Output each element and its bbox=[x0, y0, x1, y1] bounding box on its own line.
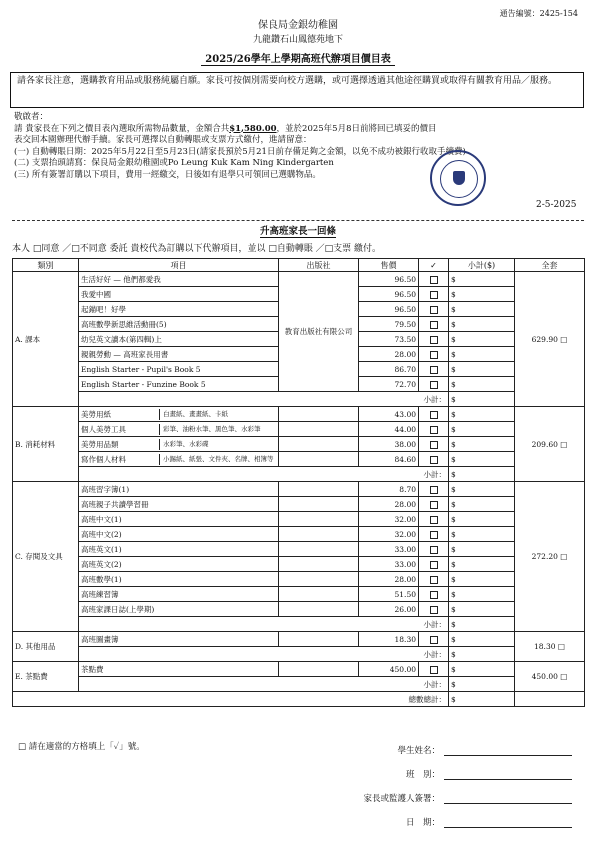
item-name: 高班圖畫簿 bbox=[79, 632, 279, 647]
item-name: 我愛中國 bbox=[79, 287, 279, 302]
letter-item-1: (一) 自動轉賬日期：2025年5月22日至5月23日(請家長預於5月21日前存備足夠之金額，以免不成功被銀行收取手續費) bbox=[14, 146, 466, 157]
issue-date: 2-5-2025 bbox=[536, 200, 577, 210]
check-cell bbox=[419, 572, 449, 587]
item-checkbox[interactable] bbox=[430, 666, 438, 674]
full-set-cell[interactable]: 18.30 □ bbox=[515, 632, 585, 662]
item-checkbox[interactable] bbox=[430, 381, 438, 389]
full-set-cell[interactable]: 209.60 □ bbox=[515, 407, 585, 482]
price-cell: 38.00 bbox=[359, 437, 419, 452]
check-cell bbox=[419, 332, 449, 347]
full-set-cell[interactable]: 450.00 □ bbox=[515, 662, 585, 692]
date-field[interactable] bbox=[444, 817, 572, 828]
publisher-cell bbox=[279, 482, 359, 497]
publisher-cell bbox=[279, 422, 359, 437]
item-name: 幼兒英文讀本(第四輯)上 bbox=[79, 332, 279, 347]
class-field[interactable] bbox=[444, 769, 572, 780]
item-checkbox[interactable] bbox=[430, 486, 438, 494]
check-cell bbox=[419, 542, 449, 557]
subtotal-label: 小計： bbox=[79, 392, 449, 407]
item-name: 高班習字簿(1) bbox=[79, 482, 279, 497]
table-row bbox=[13, 452, 585, 467]
subtotal-value[interactable]: $ bbox=[449, 392, 515, 407]
table-row bbox=[13, 437, 585, 452]
letter-line-2: 表交回本園辦理代辦手續。家長可選擇以自動轉賬或支票方式繳付，進請留意： bbox=[14, 135, 312, 145]
subtotal-cell[interactable]: $ bbox=[449, 377, 515, 392]
price-cell: 84.60 bbox=[359, 452, 419, 467]
item-checkbox[interactable] bbox=[430, 426, 438, 434]
grand-total-blank bbox=[515, 692, 585, 707]
check-cell bbox=[419, 632, 449, 647]
item-name: 茶點費 bbox=[79, 662, 279, 677]
table-row bbox=[13, 407, 585, 422]
check-cell bbox=[419, 437, 449, 452]
price-cell: 32.00 bbox=[359, 512, 419, 527]
subtotal-cell[interactable]: $ bbox=[449, 437, 515, 452]
check-cell bbox=[419, 557, 449, 572]
school-name: 保良局金銀幼稚園 bbox=[258, 20, 338, 31]
price-cell: 8.70 bbox=[359, 482, 419, 497]
publisher-cell: 教育出版社有限公司 bbox=[279, 272, 359, 392]
letter-body bbox=[14, 112, 574, 181]
item-checkbox[interactable] bbox=[430, 321, 438, 329]
table-row bbox=[13, 542, 585, 557]
table-row bbox=[13, 662, 585, 677]
price-cell: 86.70 bbox=[359, 362, 419, 377]
subtotal-cell[interactable]: $ bbox=[449, 272, 515, 287]
date-row bbox=[360, 816, 580, 828]
letter-item-3: (三) 所有簽署訂購以下項目，費用一經繳交，日後如有退學只可領回已選購物品。 bbox=[14, 169, 321, 180]
category-cell: A. 課本 bbox=[13, 272, 79, 407]
table-row bbox=[13, 512, 585, 527]
check-cell bbox=[419, 362, 449, 377]
parent-signature-label: 家長或監護人簽署： bbox=[363, 794, 440, 804]
subtotal-cell[interactable]: $ bbox=[449, 632, 515, 647]
check-cell bbox=[419, 452, 449, 467]
item-name-text: 寫作個人材料 bbox=[81, 454, 160, 465]
check-cell bbox=[419, 497, 449, 512]
table-row bbox=[13, 497, 585, 512]
table-row bbox=[13, 422, 585, 437]
price-cell: 44.00 bbox=[359, 422, 419, 437]
table-row bbox=[13, 572, 585, 587]
item-name: 高班英文(1) bbox=[79, 542, 279, 557]
check-cell bbox=[419, 587, 449, 602]
subtotal-cell[interactable]: $ bbox=[449, 362, 515, 377]
school-address: 九龍鑽石山鳳德苑地下 bbox=[252, 35, 343, 45]
item-name: 起錨吧！好學 bbox=[79, 302, 279, 317]
check-cell bbox=[419, 527, 449, 542]
header-category: 類別 bbox=[13, 259, 79, 272]
subtotal-row bbox=[13, 617, 585, 632]
subtotal-cell[interactable]: $ bbox=[449, 572, 515, 587]
item-detail: 小錫紙、紙張、文件夾、名牌、相簿等 bbox=[163, 454, 274, 463]
subtotal-cell[interactable]: $ bbox=[449, 662, 515, 677]
cut-line bbox=[12, 220, 584, 221]
subtotal-label: 小計： bbox=[79, 467, 449, 482]
parent-signature-row bbox=[360, 792, 580, 804]
publisher-cell bbox=[279, 587, 359, 602]
category-cell: C. 存閱及文具 bbox=[13, 482, 79, 632]
date-label: 日 期： bbox=[405, 818, 440, 828]
subtotal-cell[interactable]: $ bbox=[449, 287, 515, 302]
check-cell bbox=[419, 347, 449, 362]
check-cell bbox=[419, 407, 449, 422]
check-cell bbox=[419, 422, 449, 437]
table-row bbox=[13, 272, 585, 287]
check-cell bbox=[419, 512, 449, 527]
item-checkbox[interactable] bbox=[430, 531, 438, 539]
price-cell: 450.00 bbox=[359, 662, 419, 677]
item-checkbox[interactable] bbox=[430, 456, 438, 464]
price-cell: 33.00 bbox=[359, 542, 419, 557]
publisher-cell bbox=[279, 632, 359, 647]
category-cell: E. 茶點費 bbox=[13, 662, 79, 692]
header-subtotal: 小計($) bbox=[449, 259, 515, 272]
item-checkbox[interactable] bbox=[430, 561, 438, 569]
item-checkbox[interactable] bbox=[430, 411, 438, 419]
check-cell bbox=[419, 377, 449, 392]
notice-number: 通告編號：2425-154 bbox=[499, 9, 578, 18]
item-name: 高班數學(1) bbox=[79, 572, 279, 587]
item-name bbox=[79, 437, 279, 452]
footnote: □ 請在適當的方格填上「✓」號。 bbox=[18, 742, 145, 752]
item-detail: 白畫紙、畫畫紙、卡紙 bbox=[163, 409, 228, 418]
subtotal-cell[interactable]: $ bbox=[449, 542, 515, 557]
price-cell: 18.30 bbox=[359, 632, 419, 647]
price-cell: 96.50 bbox=[359, 272, 419, 287]
publisher-cell bbox=[279, 437, 359, 452]
item-name: 高班中文(1) bbox=[79, 512, 279, 527]
publisher-cell bbox=[279, 497, 359, 512]
letter-line-1-post: ，並於2025年5月8日前將回已填妥的價目 bbox=[276, 123, 437, 134]
order-table bbox=[12, 258, 585, 707]
student-name-label: 學生姓名： bbox=[397, 746, 440, 756]
reply-slip-title-text: 升高班家長一回條 bbox=[259, 226, 336, 237]
item-name bbox=[79, 407, 279, 422]
table-row bbox=[13, 632, 585, 647]
letter-line-1 bbox=[14, 124, 574, 136]
table-row bbox=[13, 527, 585, 542]
price-cell: 28.00 bbox=[359, 497, 419, 512]
subtotal-cell[interactable]: $ bbox=[449, 602, 515, 617]
subtotal-cell[interactable]: $ bbox=[449, 497, 515, 512]
subtotal-cell[interactable]: $ bbox=[449, 347, 515, 362]
student-name-field[interactable] bbox=[444, 745, 572, 756]
subtotal-row bbox=[13, 677, 585, 692]
table-row bbox=[13, 587, 585, 602]
subtotal-cell[interactable]: $ bbox=[449, 527, 515, 542]
class-row bbox=[360, 768, 580, 780]
item-name bbox=[79, 422, 279, 437]
item-name: 高班中文(2) bbox=[79, 527, 279, 542]
header-full-set: 全套 bbox=[515, 259, 585, 272]
subtotal-value[interactable]: $ bbox=[449, 617, 515, 632]
header-price: 售價 bbox=[359, 259, 419, 272]
subtotal-cell[interactable]: $ bbox=[449, 557, 515, 572]
price-cell: 43.00 bbox=[359, 407, 419, 422]
table-row bbox=[13, 557, 585, 572]
item-checkbox[interactable] bbox=[430, 546, 438, 554]
publisher-cell bbox=[279, 572, 359, 587]
category-cell: D. 其他用品 bbox=[13, 632, 79, 662]
item-checkbox[interactable] bbox=[430, 591, 438, 599]
check-cell bbox=[419, 287, 449, 302]
consent-line[interactable]: 本人 □同意 ／□不同意 委託 貴校代為訂購以下代辦項目，並以 □自動轉賬 ／□支票 繳付。 bbox=[12, 244, 382, 254]
item-checkbox[interactable] bbox=[430, 336, 438, 344]
item-checkbox[interactable] bbox=[430, 276, 438, 284]
subtotal-row bbox=[13, 647, 585, 662]
salutation: 敬啟者： bbox=[14, 112, 49, 122]
subtotal-label: 小計： bbox=[79, 677, 449, 692]
check-cell bbox=[419, 302, 449, 317]
item-checkbox[interactable] bbox=[430, 351, 438, 359]
item-checkbox[interactable] bbox=[430, 501, 438, 509]
grand-total-value[interactable]: $ bbox=[449, 692, 515, 707]
price-cell: 26.00 bbox=[359, 602, 419, 617]
subtotal-row bbox=[13, 392, 585, 407]
publisher-cell bbox=[279, 557, 359, 572]
price-cell: 73.50 bbox=[359, 332, 419, 347]
item-name: 高班英文(2) bbox=[79, 557, 279, 572]
item-detail: 彩筆、油粉水筆、黑色筆、水彩筆 bbox=[163, 424, 261, 433]
header-publisher: 出版社 bbox=[279, 259, 359, 272]
page-title-text: 2025/26學年上學期高班代辦項目價目表 bbox=[201, 54, 394, 66]
item-name: 高班練習簿 bbox=[79, 587, 279, 602]
subtotal-cell[interactable]: $ bbox=[449, 317, 515, 332]
check-cell bbox=[419, 272, 449, 287]
price-cell: 79.50 bbox=[359, 317, 419, 332]
table-row bbox=[13, 482, 585, 497]
subtotal-cell[interactable]: $ bbox=[449, 332, 515, 347]
item-name bbox=[79, 452, 279, 467]
page-title bbox=[0, 50, 596, 65]
grand-total-label: 總數總計： bbox=[13, 692, 449, 707]
item-checkbox[interactable] bbox=[430, 636, 438, 644]
publisher-cell bbox=[279, 407, 359, 422]
price-cell: 96.50 bbox=[359, 287, 419, 302]
item-name: English Starter - Funzine Book 5 bbox=[79, 377, 279, 392]
price-cell: 32.00 bbox=[359, 527, 419, 542]
publisher-cell bbox=[279, 452, 359, 467]
subtotal-cell[interactable]: $ bbox=[449, 302, 515, 317]
price-cell: 96.50 bbox=[359, 302, 419, 317]
class-label: 班 別： bbox=[405, 770, 440, 780]
item-name: 生活好好 — 他們都愛我 bbox=[79, 272, 279, 287]
price-cell: 28.00 bbox=[359, 347, 419, 362]
full-set-cell[interactable]: 629.90 □ bbox=[515, 272, 585, 407]
subtotal-cell[interactable]: $ bbox=[449, 407, 515, 422]
item-name: 高班數學新思維活動冊(5) bbox=[79, 317, 279, 332]
publisher-cell bbox=[279, 542, 359, 557]
subtotal-row bbox=[13, 467, 585, 482]
header-check: ✓ bbox=[419, 259, 449, 272]
subtotal-value[interactable]: $ bbox=[449, 467, 515, 482]
price-cell: 51.50 bbox=[359, 587, 419, 602]
item-checkbox[interactable] bbox=[430, 306, 438, 314]
publisher-cell bbox=[279, 527, 359, 542]
publisher-cell bbox=[279, 512, 359, 527]
order-table-body bbox=[13, 272, 585, 707]
item-checkbox[interactable] bbox=[430, 291, 438, 299]
publisher-cell bbox=[279, 662, 359, 677]
subtotal-value[interactable]: $ bbox=[449, 647, 515, 662]
subtotal-cell[interactable]: $ bbox=[449, 587, 515, 602]
subtotal-cell[interactable]: $ bbox=[449, 422, 515, 437]
item-checkbox[interactable] bbox=[430, 606, 438, 614]
subtotal-cell[interactable]: $ bbox=[449, 482, 515, 497]
check-cell bbox=[419, 602, 449, 617]
item-checkbox[interactable] bbox=[430, 576, 438, 584]
parent-signature-field[interactable] bbox=[444, 793, 572, 804]
table-row bbox=[13, 602, 585, 617]
subtotal-cell[interactable]: $ bbox=[449, 512, 515, 527]
grand-total-row bbox=[13, 692, 585, 707]
item-name: 高班家課日誌(上學期) bbox=[79, 602, 279, 617]
price-cell: 33.00 bbox=[359, 557, 419, 572]
check-cell bbox=[419, 482, 449, 497]
item-name-text: 美勞用紙 bbox=[81, 409, 160, 420]
price-cell: 72.70 bbox=[359, 377, 419, 392]
school-seal bbox=[430, 150, 486, 206]
subtotal-cell[interactable]: $ bbox=[449, 452, 515, 467]
full-set-cell[interactable]: 272.20 □ bbox=[515, 482, 585, 632]
shield-icon bbox=[453, 171, 465, 185]
table-header-row bbox=[13, 259, 585, 272]
total-amount: $1,580.00 bbox=[229, 123, 277, 134]
reply-slip-title bbox=[0, 223, 596, 237]
item-name-text: 個人美勞工具 bbox=[81, 424, 160, 435]
check-cell bbox=[419, 662, 449, 677]
subtotal-value[interactable]: $ bbox=[449, 677, 515, 692]
item-name: 高班親子共讀學習冊 bbox=[79, 497, 279, 512]
item-name-text: 美勞用品類 bbox=[81, 439, 160, 450]
check-cell bbox=[419, 317, 449, 332]
publisher-cell bbox=[279, 602, 359, 617]
student-name-row bbox=[360, 744, 580, 756]
item-checkbox[interactable] bbox=[430, 516, 438, 524]
subtotal-label: 小計： bbox=[79, 647, 449, 662]
item-name: 親親勞動 — 高班家長用書 bbox=[79, 347, 279, 362]
category-cell: B. 消耗材料 bbox=[13, 407, 79, 482]
item-checkbox[interactable] bbox=[430, 366, 438, 374]
letter-item-2: (二) 支票抬頭請寫：保良局金銀幼稚園或Po Leung Kuk Kam Ning Kindergarten bbox=[14, 158, 334, 168]
header-item: 項目 bbox=[79, 259, 279, 272]
letter-line-1-pre: 請 貴家長在下列之價目表內選取所需物品數量，金額合共 bbox=[14, 123, 230, 134]
subtotal-label: 小計： bbox=[79, 617, 449, 632]
item-detail: 水彩筆、水彩碟 bbox=[163, 439, 209, 448]
notice-box: 請各家長注意，選購教育用品或服務純屬自願。家長可按個別需要向校方選購，或可選擇透過其他途徑購買或取得有關教育用品／服務。 bbox=[10, 72, 584, 108]
price-cell: 28.00 bbox=[359, 572, 419, 587]
item-name: English Starter - Pupil's Book 5 bbox=[79, 362, 279, 377]
item-checkbox[interactable] bbox=[430, 441, 438, 449]
